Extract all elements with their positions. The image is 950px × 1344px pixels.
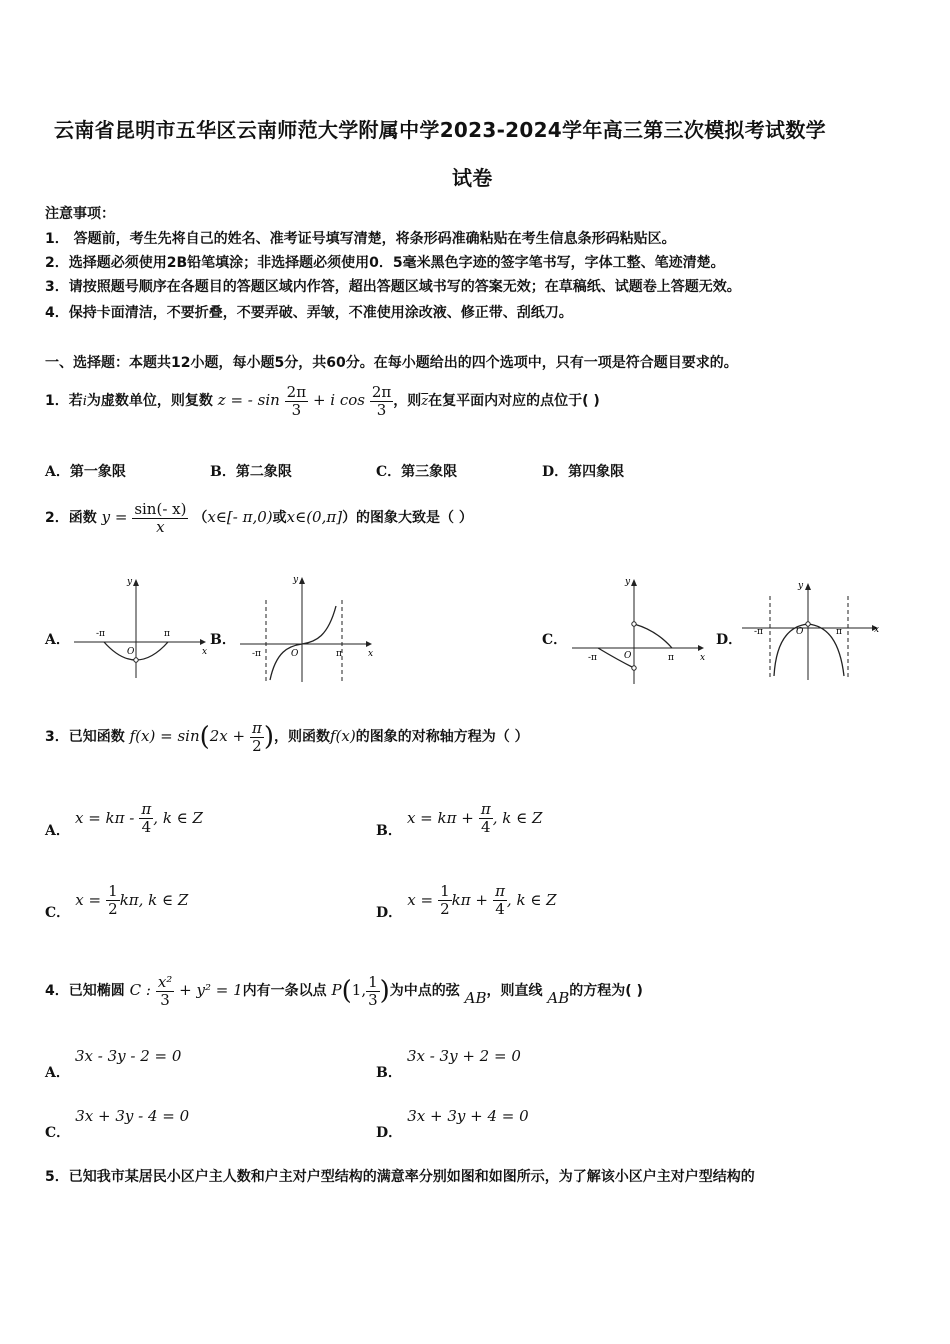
q1-frac-1: $\frac{2\pi}{3}$ [286,382,307,419]
q2d-neg-pi: -π [754,627,763,637]
q3-option-d[interactable]: D． x = $\frac{1}{2}$ kπ + $\frac{\pi}{4}$ , k ∈ Z [376,882,557,921]
q2c-pi: π [668,653,674,663]
q2-option-c[interactable]: C． [542,632,568,648]
q2a-y: y [127,577,133,587]
notice-item-1: 1． 答题前，考生先将自己的姓名、准考证号填写清楚，将条形码准确粘贴在考生信息条形码粘贴区。 [45,231,676,247]
page-title: 云南省昆明市五华区云南师范大学附属中学2023-2024学年高三第三次模拟考试数学 [54,118,826,142]
q4-option-d[interactable]: D． 3x + 3y + 4 = 0 [376,1107,529,1141]
q3-option-b[interactable]: B． x = kπ + $\frac{\pi}{4}$ , k ∈ Z [376,800,543,839]
notice-item-4: 4．保持卡面清洁，不要折叠，不要弄破、弄皱，不准使用涂改液、修正带、刮纸刀。 [45,305,573,321]
q2a-origin: O [127,647,135,657]
q2b-pi: π [336,649,342,659]
question-5: 5．已知我市某居民小区户主人数和户主对户型结构的满意率分别如图和如图所示，为了解该小区户主对户型结构的 [45,1169,755,1185]
q1-zbar: $\overline{z}$ [421,394,429,409]
q4-option-c[interactable]: C． 3x + 3y - 4 = 0 [45,1107,190,1141]
q2b-origin: O [291,649,299,659]
q2d-pi: π [836,627,842,637]
q2b-neg-pi: -π [252,649,261,659]
q1-option-d[interactable]: D．第四象限 [542,464,625,480]
question-1 [45,378,600,424]
q2c-origin: O [624,651,632,661]
q1-then: ，则 [393,393,422,409]
q2b-y: y [293,575,299,585]
q2-graph-c [570,574,710,686]
notice-heading: 注意事项： [45,206,115,222]
q1-suffix: 在复平面内对应的点位于( ) [428,393,600,409]
q1-icos: + i cos [312,391,365,409]
question-4: 4．已知椭圆 C : $\frac{\text{x²}}{3}$ + y² = 1内有一条以点 P(1, $\frac{1}{3}$ )为中点的弦 AB，则直线 AB的方程为( ) [45,972,643,1009]
question-3: 3．已知函数 f(x) = sin(2x + $\frac{\pi}{2}$ )，则函数f(x)的图象的对称轴方程为（ ） [45,718,529,755]
q2c-x: x [700,653,706,663]
q1-frac-2: $\frac{2\pi}{3}$ [371,382,392,419]
q1-option-a[interactable]: A．第一象限 [45,464,126,480]
q1-mid: 为虚数单位，则复数 [86,393,213,409]
question-2: 2．函数 y = $\frac{\sin(- x)}{x}$ （x∈[- π,0)或x∈(0,π]）的图象大致是（ ） [45,499,473,536]
q2c-neg-pi: -π [588,653,597,663]
q4-option-a[interactable]: A． 3x - 3y - 2 = 0 [45,1047,182,1081]
q2-graph-b [238,572,378,684]
q1-option-b[interactable]: B．第二象限 [210,464,292,480]
section-heading: 一、选择题：本题共12小题，每小题5分，共60分。在每小题给出的四个选项中，只有一项是符合题目要求的。 [45,355,738,371]
q3-arg-frac: $\frac{\pi}{2}$ [251,718,262,755]
notice-item-2: 2．选择题必须使用2B铅笔填涂；非选择题必须使用0．5毫米黑色字迹的签字笔书写，字体工整、笔迹清楚。 [45,255,725,271]
notice-item-3: 3．请按照题号顺序在各题目的答题区域内作答，超出答题区域书写的答案无效；在草稿纸、试题卷上答题无效。 [45,279,741,295]
q2c-y: y [625,577,631,587]
q2a-x: x [202,647,208,657]
q2d-origin: O [796,627,804,637]
q1-option-c[interactable]: C．第三象限 [376,464,458,480]
q2-option-a[interactable]: A． [45,632,70,648]
q4-option-b[interactable]: B． 3x - 3y + 2 = 0 [376,1047,521,1081]
q2-option-b[interactable]: B． [210,632,236,648]
q1-z-lhs: z = - sin [217,391,280,409]
page-title-cont: 试卷 [452,166,493,190]
q2-fraction: $\frac{\sin(- x)}{x}$ [134,499,187,536]
q2d-y: y [798,581,804,591]
q2b-x: x [368,649,374,659]
q2d-x: x [874,625,880,635]
q3-option-a[interactable]: A． x = kπ - $\frac{\pi}{4}$ , k ∈ Z [45,800,203,839]
q2-graph-d [740,580,885,684]
q3-option-c[interactable]: C． x = $\frac{1}{2}$ kπ, k ∈ Z [45,882,189,921]
q2-option-d[interactable]: D． [716,632,743,648]
q2a-pi: π [164,629,170,639]
q1-prefix: 1．若 [45,393,83,409]
q2-graph-a [72,574,212,684]
q2a-neg-pi: -π [96,629,105,639]
q1-i: i [82,394,87,409]
